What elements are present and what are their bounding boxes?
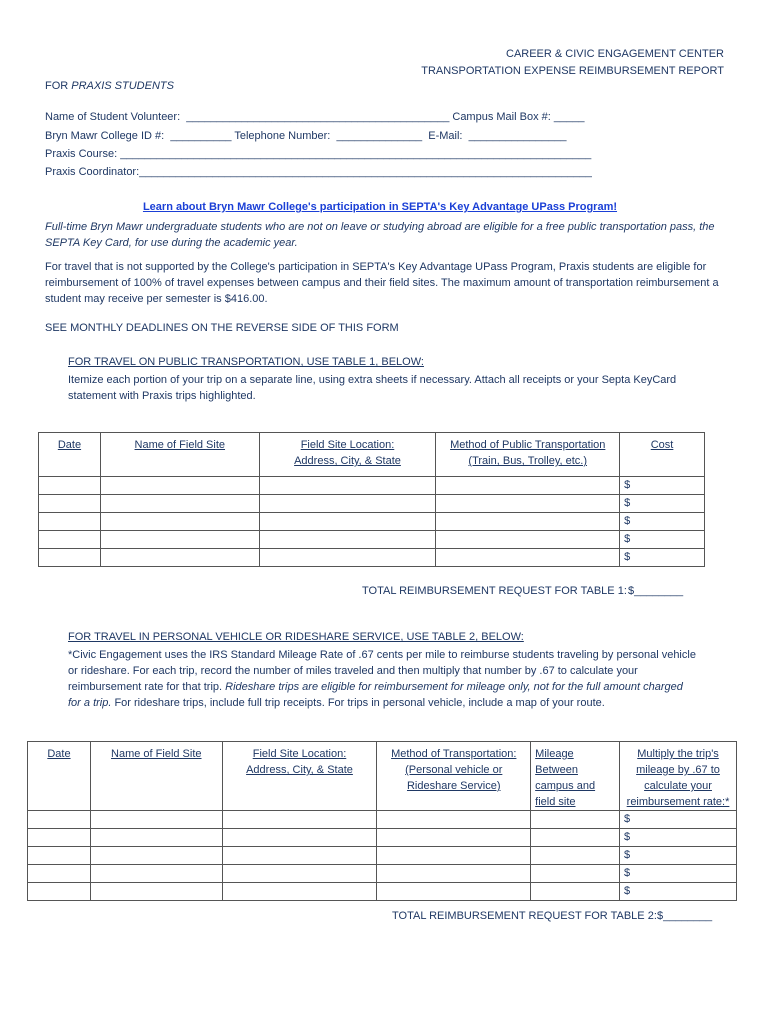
form-header (421, 46, 724, 80)
table2-heading: FOR TRAVEL IN PERSONAL VEHICLE OR RIDESHARE SERVICE, USE TABLE 2, BELOW: (68, 631, 524, 643)
table-row[interactable] (28, 847, 737, 865)
col-field-site: Name of Field Site (100, 433, 259, 477)
amount-cell[interactable]: $ (620, 883, 737, 901)
table-row[interactable] (28, 829, 737, 847)
table1-heading: FOR TRAVEL ON PUBLIC TRANSPORTATION, USE TABLE 1, BELOW: (68, 356, 424, 368)
id-phone-email-field[interactable]: Bryn Mawr College ID #: __________ Telephone Number: ______________ E-Mail: ________________ (45, 130, 567, 142)
personal-vehicle-table (27, 741, 737, 901)
unsupported-travel-note: For travel that is not supported by the College's participation in SEPTA's Key Advantage UPass Program, Praxis students are eligible for reimbursement of 100% of travel expenses between campus and their field sites. The maximum amount of transportation reimbursement a student may receive per semester is $416.00. (45, 261, 719, 305)
rideshare-note: Rideshare trips are eligible for reimbursement for mileage only, not for the full amount charged for a trip. (68, 681, 683, 709)
amount-cell[interactable]: $ (620, 847, 737, 865)
col-multiply: Multiply the trip's mileage by .67 to calculate your reimbursement rate:* (620, 742, 737, 811)
table-row[interactable] (39, 513, 705, 531)
table2-total-field[interactable]: $________ (657, 910, 713, 922)
amount-cell[interactable]: $ (620, 829, 737, 847)
table-row[interactable] (39, 549, 705, 567)
table1-instructions: Itemize each portion of your trip on a separate line, using extra sheets if necessary. Attach all receipts or your Septa KeyCard statement with Praxis trips highlighted. (68, 374, 677, 402)
table1-total-field[interactable]: $________ (628, 585, 684, 597)
col-mileage: Mileage Between campus and field site (531, 742, 620, 811)
fulltime-eligibility-note: Full-time Bryn Mawr undergraduate students who are not on leave or studying abroad are eligible for a free public transportation pass, the SEPTA Key Card, for use during the academic year. (45, 221, 715, 249)
cost-cell[interactable]: $ (620, 495, 705, 513)
deadlines-note: SEE MONTHLY DEADLINES ON THE REVERSE SIDE OF THIS FORM (45, 322, 399, 334)
cost-cell[interactable]: $ (620, 513, 705, 531)
table2-instructions: *Civic Engagement uses the IRS Standard Mileage Rate of .67 cents per mile to reimburse students traveling by personal vehicle or rideshare. For each trip, record the number of miles traveled and then multiply that number by .67 to calculate your reimbursement rate for that trip. Rideshare trips are eligible for reimbursement for mileage only, not for the full amount charged for a trip. For rideshare trips, include full trip receipts. For trips in personal vehicle, include a map of your route. (68, 649, 696, 709)
col-method: Method of Public Transportation (Train, Bus, Trolley, etc.) (436, 433, 620, 477)
cost-cell[interactable]: $ (620, 477, 705, 495)
table-row[interactable] (39, 495, 705, 513)
for-prefix: FOR (45, 80, 72, 92)
public-transportation-table (38, 432, 705, 567)
table2-total-label: TOTAL REIMBURSEMENT REQUEST FOR TABLE 2: (392, 910, 657, 922)
table1-total-label: TOTAL REIMBURSEMENT REQUEST FOR TABLE 1: (362, 585, 627, 597)
table-row[interactable] (28, 883, 737, 901)
col-location: Field Site Location: Address, City, & State (222, 742, 377, 811)
form-title: TRANSPORTATION EXPENSE REIMBURSEMENT REPORT (421, 65, 724, 77)
praxis-course-field[interactable]: Praxis Course: _____________________________________________________________________________ (45, 148, 592, 160)
table-row[interactable] (28, 865, 737, 883)
col-date: Date (28, 742, 91, 811)
col-field-site: Name of Field Site (90, 742, 222, 811)
table-row[interactable] (39, 531, 705, 549)
col-location: Field Site Location: Address, City, & State (259, 433, 436, 477)
col-date: Date (39, 433, 101, 477)
cost-cell[interactable]: $ (620, 549, 705, 567)
praxis-students-label: PRAXIS STUDENTS (71, 80, 174, 92)
amount-cell[interactable]: $ (620, 865, 737, 883)
amount-cell[interactable]: $ (620, 811, 737, 829)
for-praxis-students (45, 80, 174, 92)
center-name: CAREER & CIVIC ENGAGEMENT CENTER (506, 48, 724, 60)
student-volunteer-field[interactable]: Name of Student Volunteer: ___________________________________________ Campus Mail Box #: _____ (45, 111, 585, 123)
col-cost: Cost (620, 433, 705, 477)
table-row[interactable] (39, 477, 705, 495)
col-method: Method of Transportation: (Personal vehicle or Rideshare Service) (377, 742, 531, 811)
table-row[interactable] (28, 811, 737, 829)
cost-cell[interactable]: $ (620, 531, 705, 549)
praxis-coordinator-field[interactable]: Praxis Coordinator:__________________________________________________________________________ (45, 166, 592, 178)
septa-upass-link[interactable]: Learn about Bryn Mawr College's participation in SEPTA's Key Advantage UPass Program! (142, 201, 618, 213)
